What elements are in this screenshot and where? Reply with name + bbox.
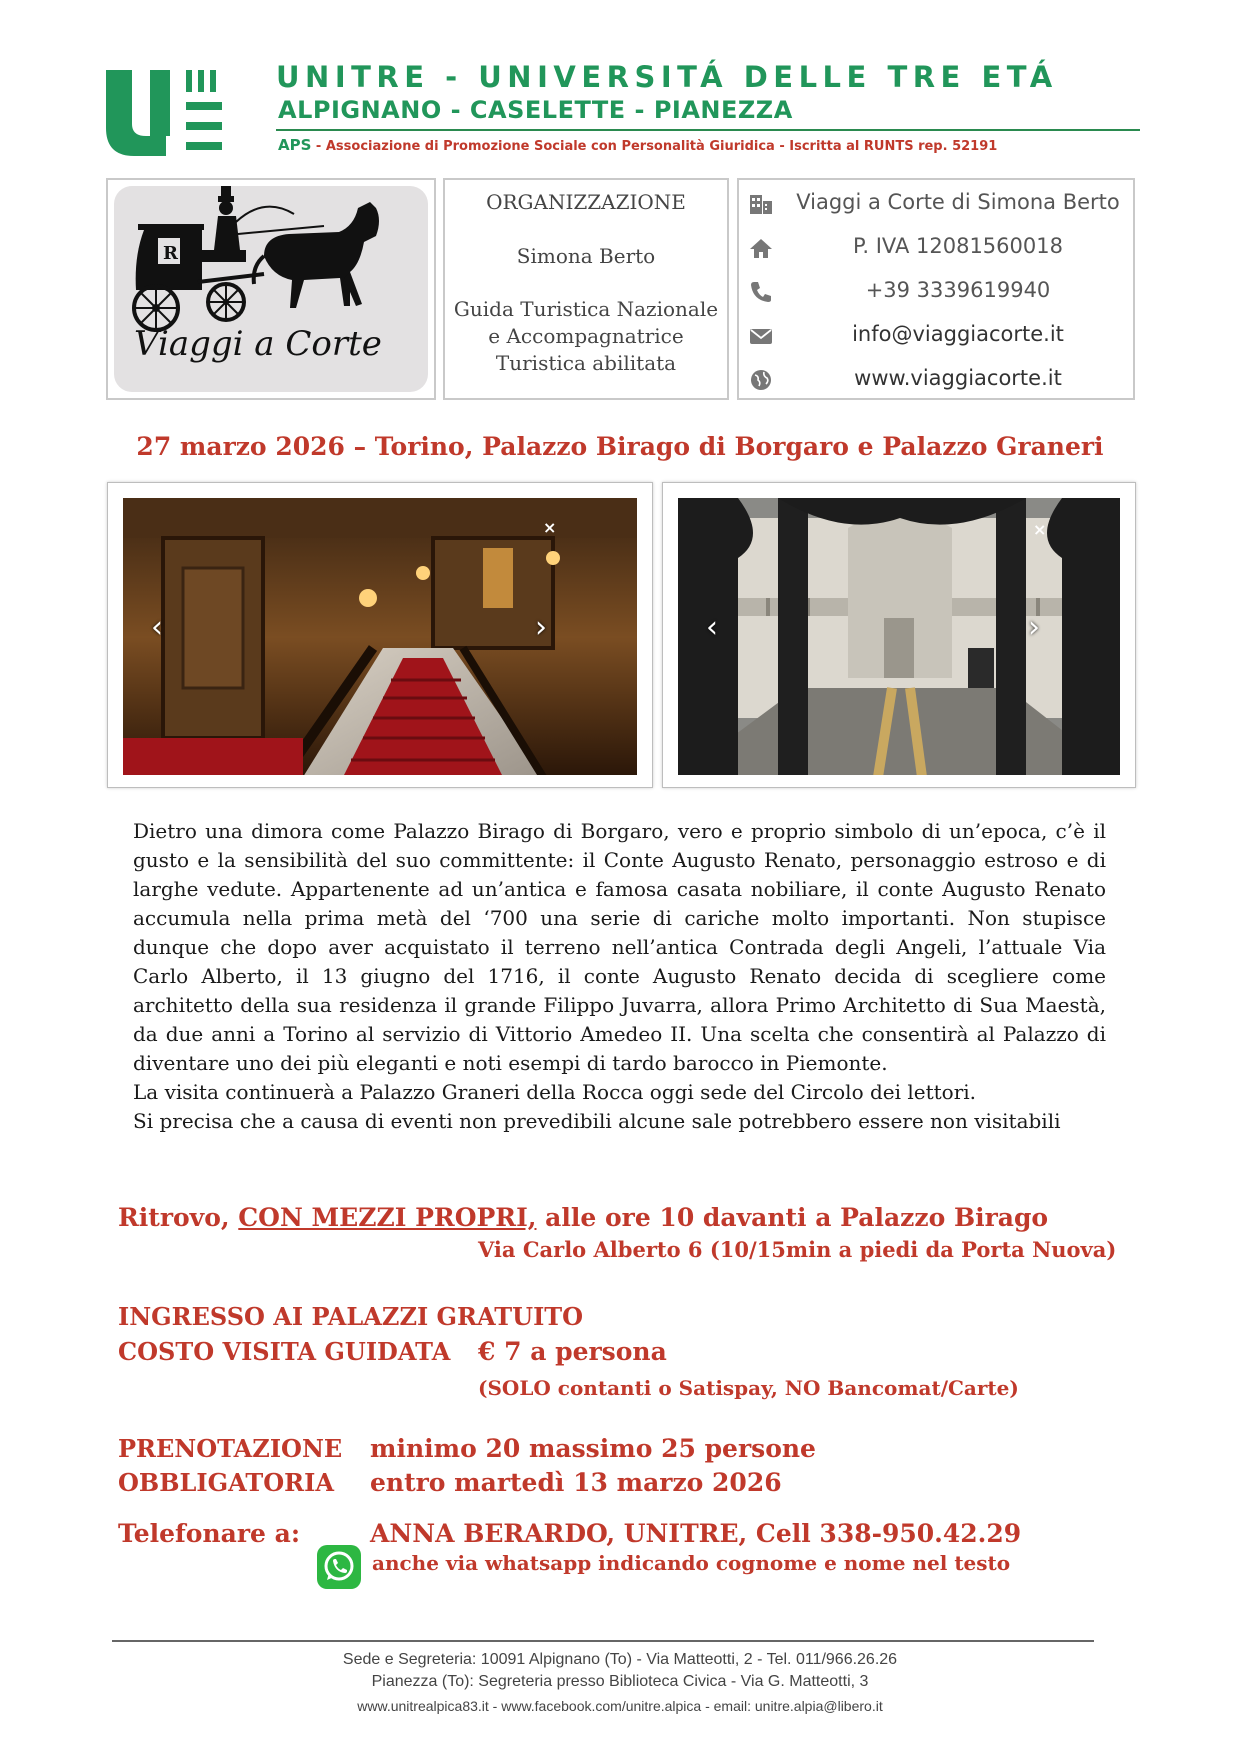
chevron-left-icon[interactable]: ‹ [151, 610, 163, 645]
event-title: 27 marzo 2026 – Torino, Palazzo Birago di Borgaro e Palazzo Graneri [136, 432, 1104, 461]
organizer-box [443, 178, 729, 400]
booking-label-2: OBBLIGATORIA [118, 1468, 334, 1497]
footer-address-2: Pianezza (To): Segreteria presso Biblioteca Civica - Via G. Matteotti, 3 [371, 1673, 869, 1690]
aps-description: - Associazione di Promozione Sociale con Personalità Giuridica - Iscritta al RUNTS rep. 52191 [311, 139, 998, 154]
globe-icon [749, 368, 773, 392]
contact-email[interactable]: info@viaggiacorte.it [852, 322, 1064, 346]
meeting-suffix: alle ore 10 davanti a Palazzo Birago [536, 1203, 1049, 1232]
organizer-name: Simona Berto [516, 244, 656, 268]
contact-website[interactable]: www.viaggiacorte.it [854, 366, 1062, 390]
chevron-right-icon[interactable]: › [1028, 610, 1040, 645]
payment-note: (SOLO contanti o Satispay, NO Bancomat/Carte) [478, 1376, 1019, 1400]
whatsapp-icon [317, 1545, 361, 1589]
unitre-logo [104, 66, 244, 156]
phone-icon [749, 280, 773, 304]
close-icon[interactable]: × [1033, 520, 1047, 539]
description-paragraph: Si precisa che a causa di eventi non prevedibili alcune sale potrebbero essere non visitabili [133, 1109, 1061, 1133]
footer-divider [112, 1640, 1094, 1642]
courtyard-image [678, 498, 1120, 775]
aps-label: APS [278, 136, 312, 154]
cost-label: COSTO VISITA GUIDATA [118, 1337, 451, 1366]
contact-row-vat [739, 228, 1133, 272]
meeting-line [118, 1203, 1048, 1232]
contact-phone: +39 3339619940 [865, 278, 1051, 302]
meeting-prefix: Ritrovo, [118, 1203, 239, 1232]
contact-row-email[interactable] [739, 316, 1133, 360]
description-paragraph: La visita continuerà a Palazzo Graneri della Rocca oggi sede del Circolo dei lettori. [133, 1080, 977, 1104]
contact-row-company [739, 184, 1133, 228]
call-label: Telefonare a: [118, 1519, 301, 1548]
whatsapp-note: anche via whatsapp indicando cognome e nome nel testo [372, 1551, 1011, 1575]
contact-vat: P. IVA 12081560018 [853, 234, 1063, 258]
meeting-address: Via Carlo Alberto 6 (10/15min a piedi da Porta Nuova) [478, 1237, 1117, 1262]
event-description [133, 817, 1106, 1136]
footer-links[interactable]: www.unitrealpica83.it - www.facebook.com/unitre.alpica - email: unitre.alpia@libero.it [357, 1698, 883, 1714]
photo-courtyard-frame [662, 482, 1136, 788]
logo-text: Viaggi a Corte [134, 324, 382, 364]
booking-group-size: minimo 20 massimo 25 persone [370, 1434, 816, 1463]
photo-staircase [123, 498, 637, 775]
carriage-logo [114, 186, 428, 392]
header-divider [276, 129, 1140, 131]
booking-deadline: entro martedì 13 marzo 2026 [370, 1468, 782, 1497]
viaggi-a-corte-logo-box [106, 178, 436, 400]
contact-row-phone [739, 272, 1133, 316]
aps-line [278, 136, 997, 154]
org-title: UNITRE - UNIVERSITÁ DELLE TRE ETÁ [276, 60, 1058, 94]
meeting-transport: CON MEZZI PROPRI, [238, 1203, 537, 1232]
home-icon [749, 236, 773, 260]
description-paragraph: Dietro una dimora come Palazzo Birago di Borgaro, vero e proprio simbolo di un’epoca, c’è il gusto e la sensibilità del suo committente: il Conte Augusto Renato, personaggio estroso e di larghe vedute. Appartenente ad un’antica e famosa casata nobiliare, il conte Augusto Renato accumula nella prima metà del ‘700 una serie di cariche molto importanti. Non stupisce dunque che dopo aver acquistato il terreno nell’antica Contrada degli Angeli, l’attuale Via Carlo Alberto, il 13 giugno del 1716, il conte Augusto Renato decida di scegliere come architetto della sua residenza il grande Filippo Juvarra, allora Primo Architetto di Sua Maestà, da due anni a Torino al servizio di Vittorio Amedeo II. Una scelta che consentirà al Palazzo di diventare uno dei più eleganti e noti esempi di tardo barocco in Piemonte. [133, 819, 1106, 1075]
building-icon [749, 192, 773, 216]
org-locations: ALPIGNANO - CASELETTE - PIANEZZA [278, 96, 793, 124]
contact-row-website[interactable] [739, 360, 1133, 404]
contact-company: Viaggi a Corte di Simona Berto [796, 190, 1120, 214]
chevron-left-icon[interactable]: ‹ [706, 610, 718, 645]
envelope-icon [749, 324, 773, 348]
organizer-heading: ORGANIZZAZIONE [486, 190, 686, 214]
photo-staircase-frame [107, 482, 653, 788]
close-icon[interactable]: × [543, 518, 557, 537]
organizer-role: Guida Turistica Nazionale e Accompagnatrice Turistica abilitata [453, 297, 719, 375]
svg-text:R: R [163, 243, 178, 264]
staircase-image [123, 498, 637, 775]
chevron-right-icon[interactable]: › [535, 610, 547, 645]
booking-label-1: PRENOTAZIONE [118, 1434, 343, 1463]
footer-address-1: Sede e Segreteria: 10091 Alpignano (To) - Via Matteotti, 2 - Tel. 011/966.26.26 [342, 1651, 898, 1668]
photo-courtyard [678, 498, 1120, 775]
contact-box [737, 178, 1135, 400]
entry-info: INGRESSO AI PALAZZI GRATUITO [118, 1302, 584, 1331]
cost-value: € 7 a persona [478, 1337, 667, 1366]
call-contact: ANNA BERARDO, UNITRE, Cell 338-950.42.29 [370, 1519, 1022, 1548]
